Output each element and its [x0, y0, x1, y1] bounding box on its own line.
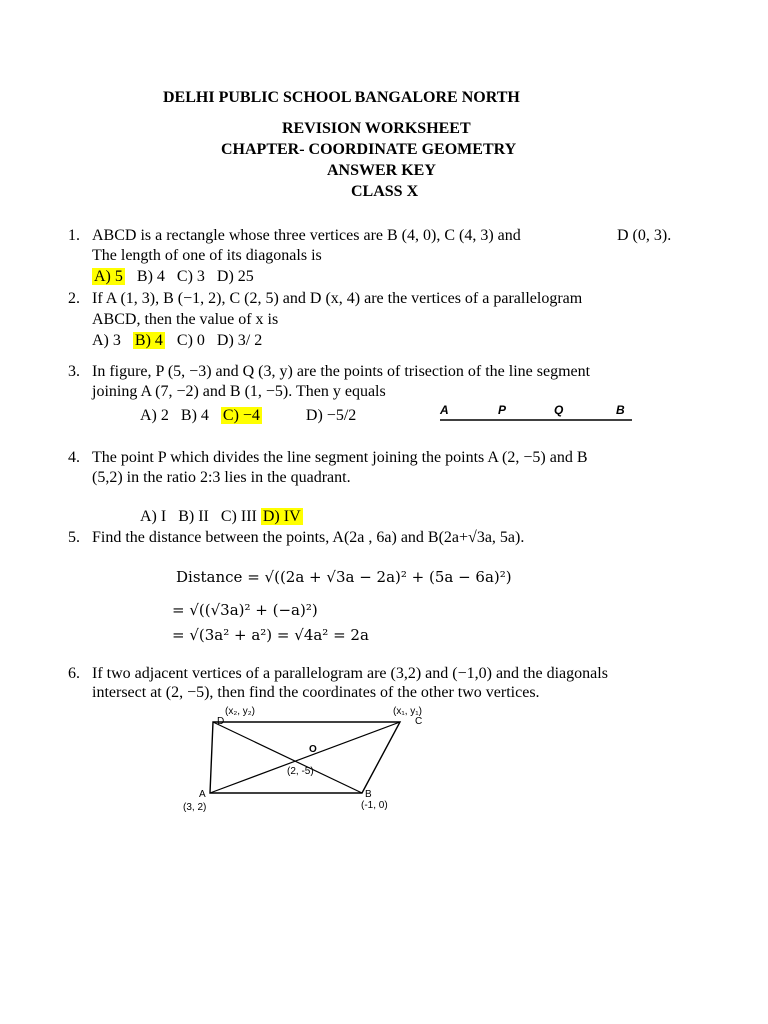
parallelogram-figure: [175, 700, 435, 820]
options-row: [140, 507, 303, 527]
option-a: A) I: [140, 508, 167, 525]
option-c: C) 0: [176, 332, 205, 349]
option-d: D) 25: [216, 268, 254, 285]
question-text: If A (1, 3), B (−1, 2), C (2, 5) and D (x, 4) are the vertices of a parallelogram: [92, 290, 583, 307]
trisection-figure: [436, 400, 636, 426]
worksheet-title: REVISION WORKSHEET: [282, 120, 471, 137]
question-text: The point P which divides the line segment joining the points A (2, −5) and B: [92, 449, 588, 466]
options-row: [92, 331, 262, 351]
b-coord-label: (-1, 0): [361, 800, 388, 811]
option-a: A) 2: [140, 407, 169, 424]
question-text: ABCD, then the value of x is: [92, 311, 279, 328]
options-row: [92, 267, 254, 287]
solution-line-1: Distance = √((2a + √3a − 2a)² + (5a − 6a)²): [176, 568, 512, 586]
solution-line-2: = √((√3a)² + (−a)²): [172, 601, 318, 619]
label-p: P: [498, 403, 507, 417]
question-number: 2.: [68, 290, 80, 307]
answer-key-title: ANSWER KEY: [327, 162, 436, 179]
vertex-b-label: B: [365, 789, 372, 800]
option-d: D) −5/2: [305, 407, 357, 424]
option-d-answer: D) IV: [262, 508, 301, 525]
question-text: ABCD is a rectangle whose three vertices are B (4, 0), C (4, 3) and: [92, 227, 521, 244]
question-text: (5,2) in the ratio 2:3 lies in the quadrant.: [92, 469, 351, 486]
question-text: Find the distance between the points, A(2a , 6a) and B(2a+√3a, 5a).: [92, 529, 525, 546]
option-b: B) 4: [136, 268, 165, 285]
options-row: [140, 406, 356, 426]
label-b: B: [616, 403, 625, 417]
question-text: The length of one of its diagonals is: [92, 247, 322, 264]
vertex-c-label: C: [415, 716, 423, 727]
question-text-tail: D (0, 3).: [617, 227, 672, 244]
option-b: B) 4: [180, 407, 209, 424]
solution-line-3: = √(3a² + a²) = √4a² = 2a: [172, 626, 369, 644]
option-c-answer: C) −4: [222, 407, 260, 424]
vertex-a-label: A: [199, 789, 206, 800]
question-number: 1.: [68, 227, 80, 244]
diagonal-ca: [210, 722, 400, 793]
a-coord-label: (3, 2): [183, 802, 207, 813]
school-name: DELHI PUBLIC SCHOOL BANGALORE NORTH: [163, 89, 520, 106]
vertex-d-label: D: [217, 716, 225, 727]
question-text: intersect at (2, −5), then find the coordinates of the other two vertices.: [92, 684, 540, 701]
class-title: CLASS X: [351, 183, 419, 200]
question-number: 4.: [68, 449, 80, 466]
c-coord-label: (x₁, y₁): [393, 706, 422, 717]
center-o-label: O: [309, 744, 317, 755]
question-number: 3.: [68, 363, 80, 380]
d-coord-label: (x₂, y₂): [225, 706, 255, 717]
question-text: If two adjacent vertices of a parallelogram are (3,2) and (−1,0) and the diagonals: [92, 665, 608, 682]
center-coord-label: (2, -5): [287, 766, 314, 777]
question-text: In figure, P (5, −3) and Q (3, y) are the points of trisection of the line segment: [92, 363, 591, 380]
label-q: Q: [554, 403, 564, 417]
question-text: joining A (7, −2) and B (1, −5). Then y equals: [92, 383, 386, 400]
label-a: A: [440, 403, 449, 417]
option-b-answer: B) 4: [134, 332, 163, 349]
question-number: 5.: [68, 529, 80, 546]
question-number: 6.: [68, 665, 80, 682]
diagonal-db: [213, 722, 362, 793]
option-c: C) III: [220, 508, 257, 525]
option-b: B) II: [178, 508, 209, 525]
chapter-title: CHAPTER- COORDINATE GEOMETRY: [221, 141, 517, 158]
option-c: C) 3: [176, 268, 205, 285]
option-a-answer: A) 5: [94, 268, 123, 285]
option-d: D) 3/ 2: [216, 332, 263, 349]
option-a: A) 3: [92, 332, 121, 349]
